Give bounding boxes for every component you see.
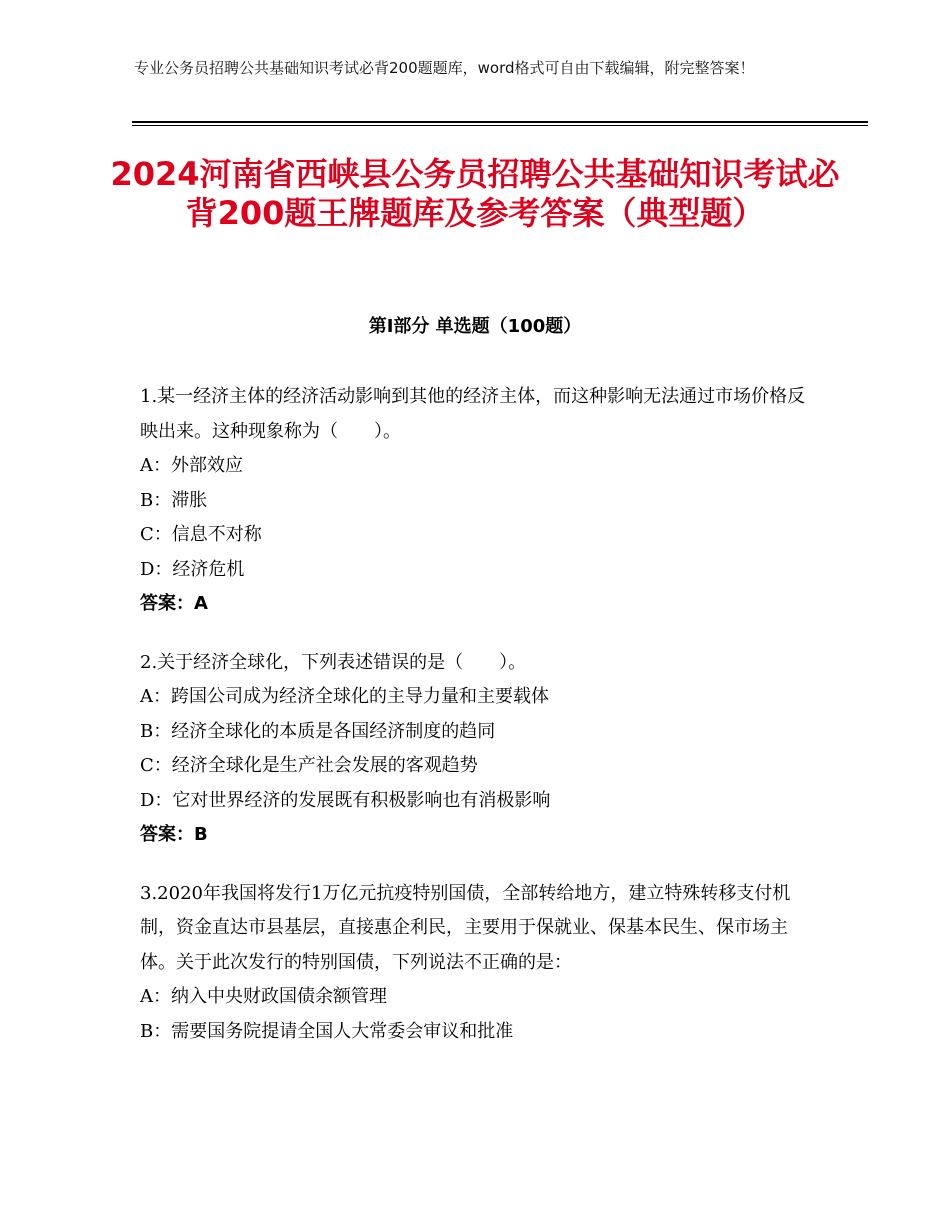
option-c: C：信息不对称 <box>140 524 262 545</box>
question-3 <box>140 877 820 1050</box>
option-a: A：跨国公司成为经济全球化的主导力量和主要载体 <box>140 686 549 707</box>
question-stem: 3.2020年我国将发行1万亿元抗疫特别国债，全部转给地方，建立特殊转移支付机制，资金直达市县基层，直接惠企利民，主要用于保就业、保基本民生、保市场主体。关于此次发行的特别国债，下列说法不正确的是： <box>140 882 791 973</box>
option-a: A：纳入中央财政国债余额管理 <box>140 986 387 1007</box>
option-b: B：滞胀 <box>140 489 208 511</box>
question-1 <box>140 380 820 622</box>
answer-line: 答案：B <box>140 824 208 845</box>
option-b: B：需要国务院提请全国人大常委会审议和批准 <box>140 1020 514 1042</box>
option-c: C：经济全球化是生产社会发展的客观趋势 <box>140 755 478 776</box>
header-divider <box>132 121 868 126</box>
question-2 <box>140 646 820 853</box>
question-stem: 2.关于经济全球化，下列表述错误的是（ ）。 <box>140 651 527 673</box>
answer-line: 答案：A <box>140 593 208 614</box>
option-d: D：经济危机 <box>140 558 245 580</box>
question-list <box>140 380 820 1073</box>
option-a: A：外部效应 <box>140 455 243 476</box>
document-title: 2024河南省西峡县公务员招聘公共基础知识考试必背200题王牌题库及参考答案（典型题） <box>110 155 840 232</box>
section-heading: 第Ⅰ部分 单选题（100题） <box>368 316 582 337</box>
question-stem: 1.某一经济主体的经济活动影响到其他的经济主体，而这种影响无法通过市场价格反映出来。这种现象称为（ ）。 <box>140 386 806 442</box>
option-d: D：它对世界经济的发展既有积极影响也有消极影响 <box>140 789 551 811</box>
header-note: 专业公务员招聘公共基础知识考试必背200题题库，word格式可自由下载编辑，附完整答案！ <box>134 59 755 77</box>
option-b: B：经济全球化的本质是各国经济制度的趋同 <box>140 720 496 742</box>
